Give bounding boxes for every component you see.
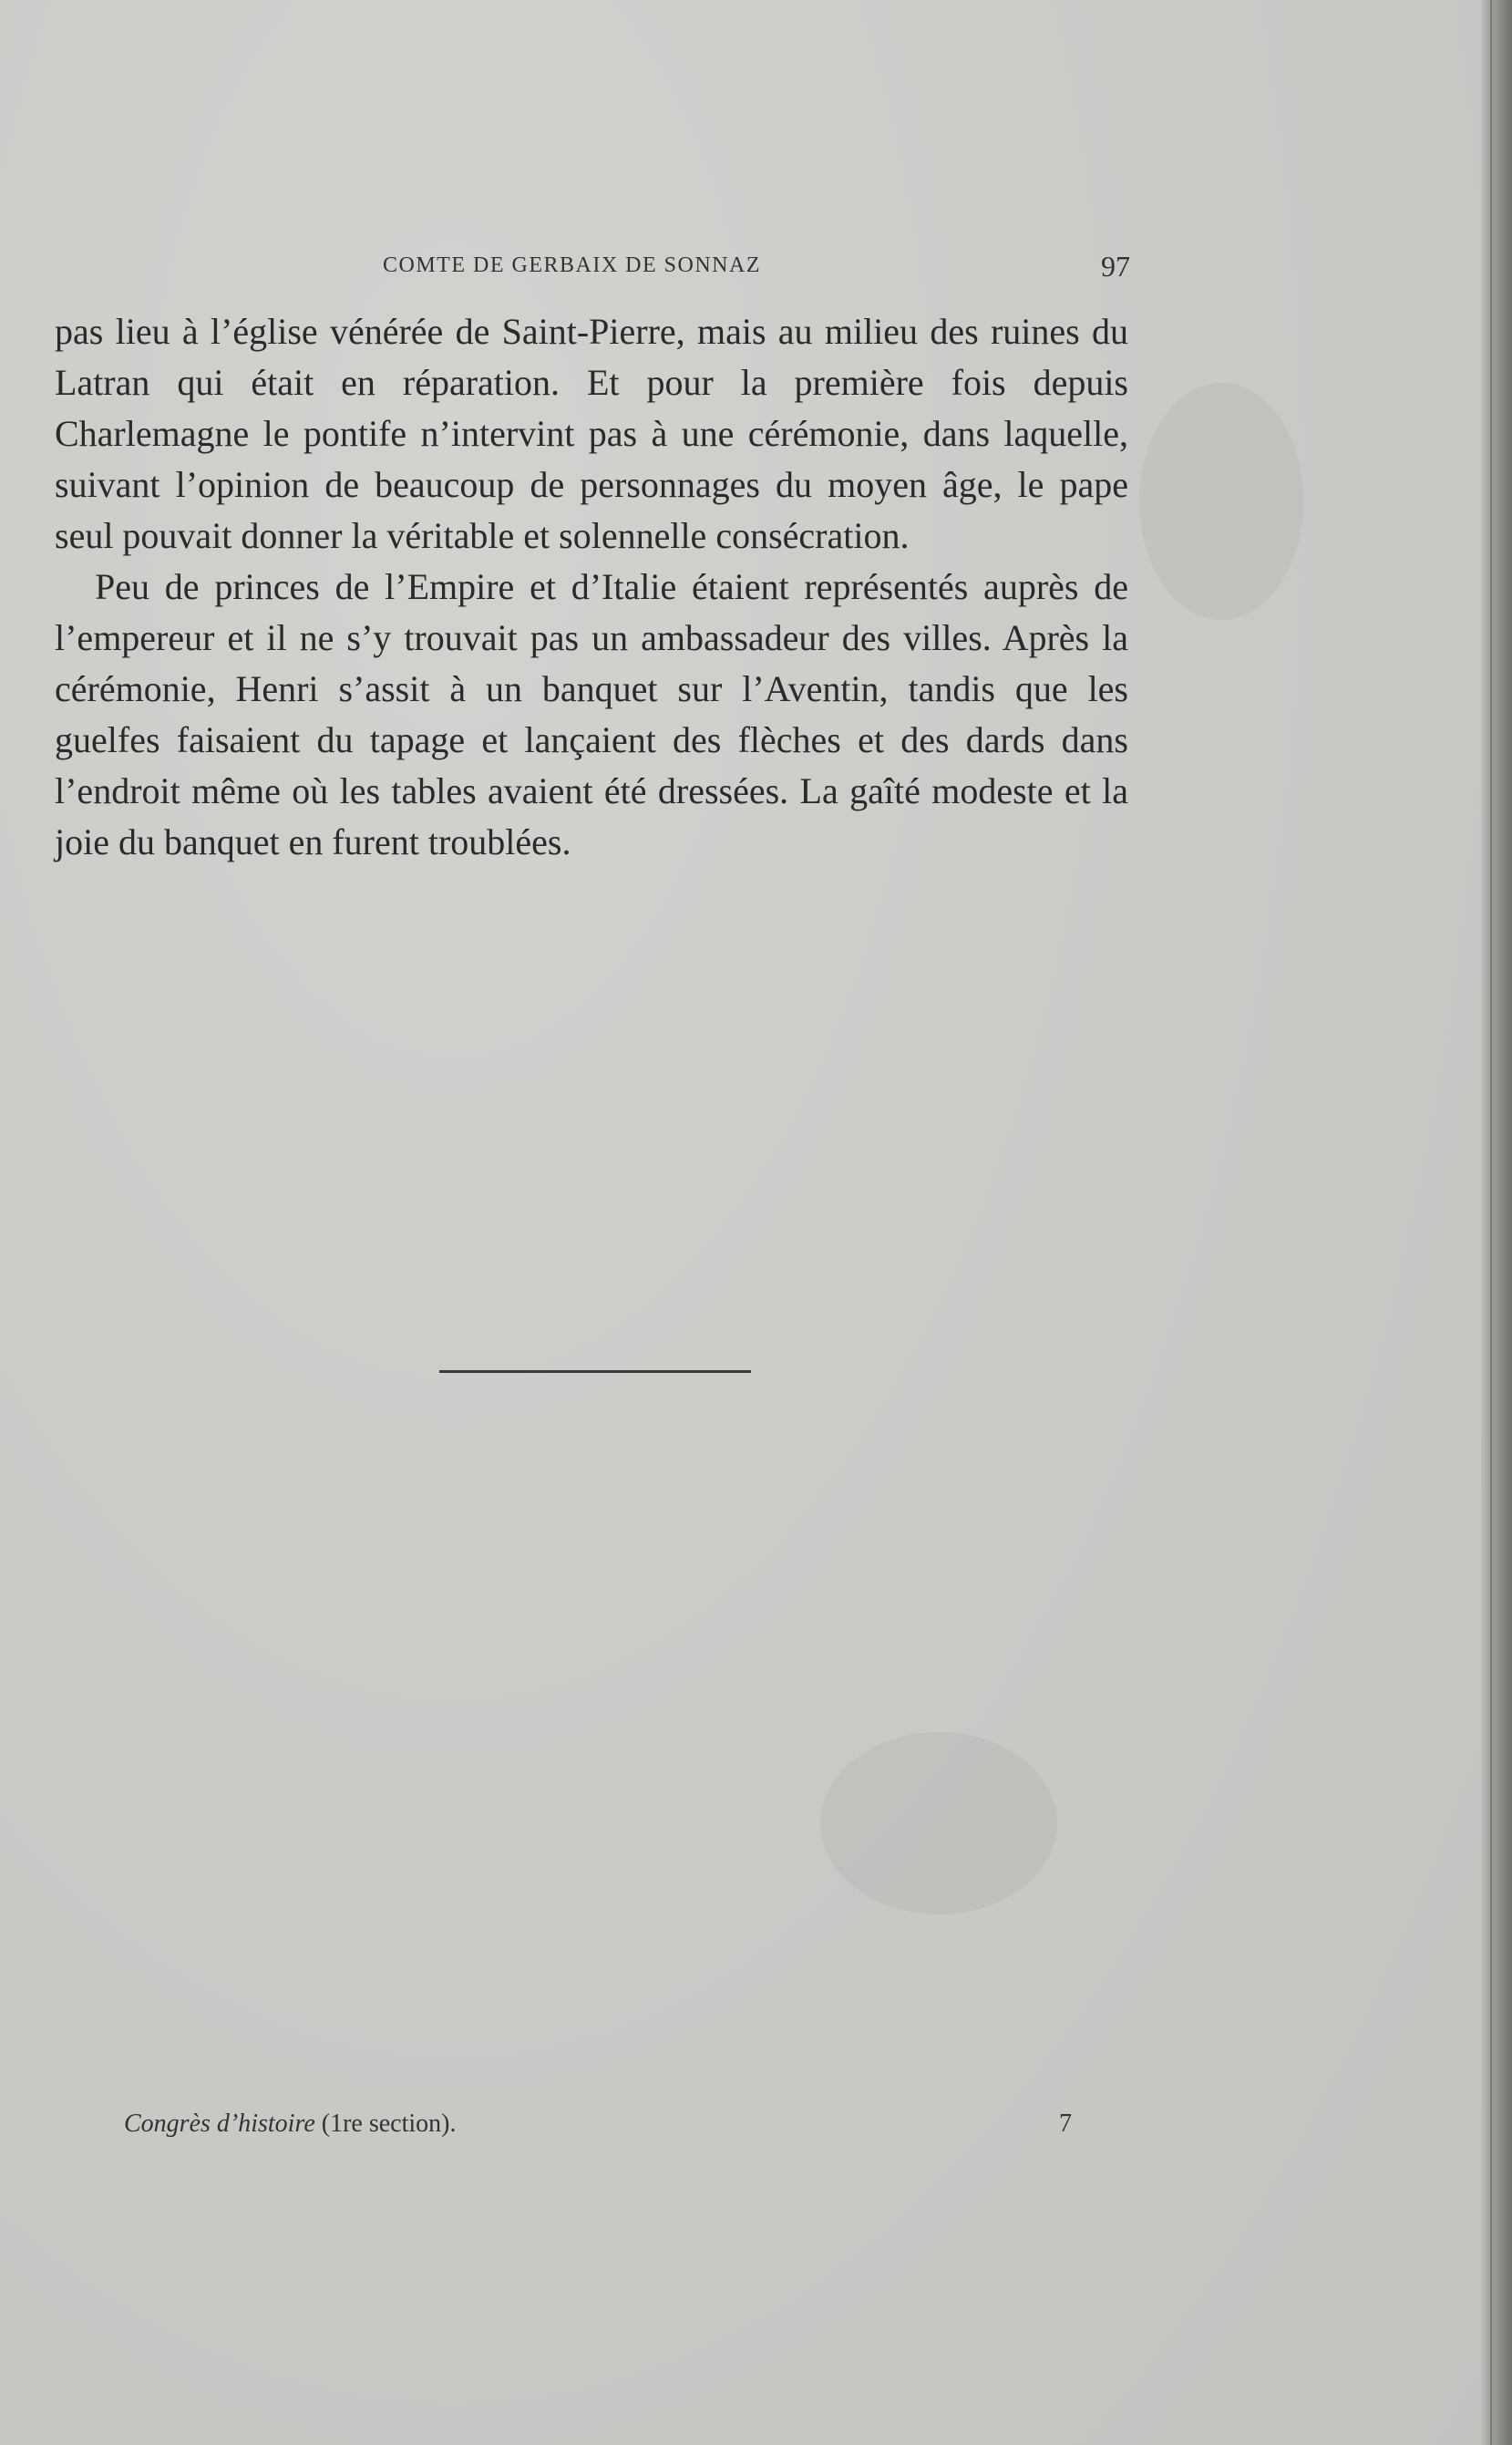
footer (124, 2110, 1072, 2146)
footer-source (124, 2110, 456, 2139)
body-text (55, 306, 1128, 868)
paper-stain (820, 1732, 1057, 1914)
section-divider-rule (439, 1370, 751, 1373)
running-head (55, 250, 1130, 286)
paper-stain (1139, 383, 1303, 620)
signature-mark: 7 (1059, 2110, 1072, 2138)
binding-edge (1481, 0, 1512, 2445)
running-title: COMTE DE GERBAIX DE SONNAZ (383, 253, 761, 277)
footer-section: (1re section). (321, 2110, 457, 2138)
page-number: 97 (1101, 250, 1130, 283)
paragraph: Peu de princes de l’Empire et d’Italie étaient représentés auprès de l’empereur et il ne s’y trouvait pas un ambassadeur des villes. Après la cérémonie, Henri s’assit à un banquet sur l’Aventin, tandis que les guelfes faisaient du tapage et lançaient des flèches et des dards dans l’endroit même où les tables avaient été dressées. La gaîté modeste et la joie du banquet en furent troublées. (55, 566, 1128, 862)
paragraph: pas lieu à l’église vénérée de Saint-Pierre, mais au milieu des ruines du Latran qui était en réparation. Et pour la première fois depuis Charlemagne le pontife n’intervint pas à une cérémonie, dans laquelle, suivant l’opinion de beaucoup de personnages du moyen âge, le pape seul pouvait donner la véritable et solennelle consécration. (55, 311, 1128, 556)
footer-source-title: Congrès d’histoire (124, 2110, 315, 2138)
